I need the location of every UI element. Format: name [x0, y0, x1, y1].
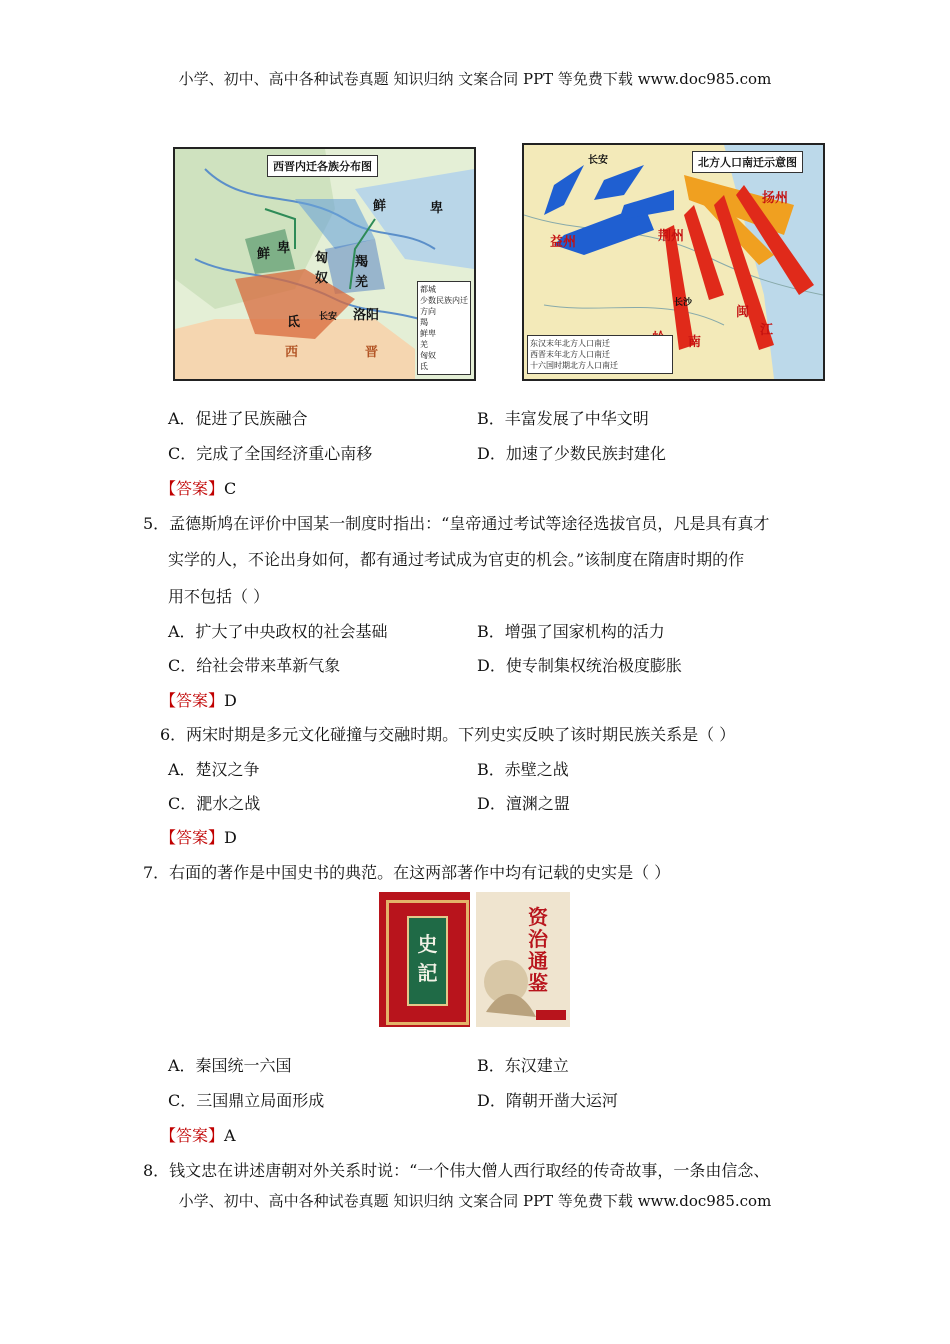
q4-option-d: D．加速了少数民族封建化: [477, 444, 666, 463]
map2-label-yizhou: 益州: [550, 235, 577, 250]
legend-item: 西晋末年北方人口南迁: [530, 350, 610, 359]
q5-stem-line3: 用不包括（ ）: [168, 587, 270, 606]
map1-label-qiang: 羌: [355, 275, 369, 290]
map2-label-jiang: 江: [760, 323, 774, 338]
page-footer: 小学、初中、高中各种试卷真题 知识归纳 文案合同 PPT 等免费下载 www.doc985.com: [178, 1192, 772, 1210]
map2-label-changan: 长安: [588, 155, 608, 166]
q4-answer: [160, 476, 236, 499]
map2-label-min: 闽: [736, 305, 750, 320]
book2-title: 资治通鉴: [528, 905, 548, 995]
q7-answer: [160, 1123, 236, 1146]
q7-stem-line1: 7．右面的著作是中国史书的典范。在这两部著作中均有记载的史实是（ ）: [143, 863, 671, 882]
q5-option-b: B．增强了国家机构的活力: [477, 622, 665, 641]
legend-item: 羌: [420, 340, 428, 349]
map1-label-xiong: 匈: [315, 251, 329, 266]
q6-option-c: C．淝水之战: [168, 794, 261, 813]
q5-option-d: D．使专制集权统治极度膨胀: [477, 656, 682, 675]
q4-option-b: B．丰富发展了中华文明: [477, 409, 649, 428]
answer-tag: 【答案】: [160, 691, 225, 710]
zizhi-tongjian-book-cover: [476, 892, 570, 1027]
q7-option-d: D．隋朝开凿大运河: [477, 1091, 618, 1110]
q7-option-b: B．东汉建立: [477, 1056, 569, 1075]
map2-title: 北方人口南迁示意图: [692, 151, 803, 173]
legend-item: 少数民族内迁方向: [420, 296, 468, 316]
legend-item: 东汉末年北方人口南迁: [530, 339, 610, 348]
legend-item: 都城: [420, 285, 436, 294]
answer-value: A: [224, 1126, 236, 1145]
answer-tag: 【答案】: [160, 479, 225, 498]
shiji-book-cover: [379, 892, 470, 1027]
q5-option-a: A．扩大了中央政权的社会基础: [168, 622, 388, 641]
map1-label-di: 氐: [287, 315, 301, 330]
q6-answer: [160, 825, 237, 848]
map1-label-xian2: 鲜: [257, 247, 271, 262]
map2-legend: [527, 335, 673, 374]
legend-item: 匈奴: [420, 351, 436, 360]
q7-option-a: A．秦国统一六国: [168, 1056, 292, 1075]
answer-tag: 【答案】: [160, 1126, 225, 1145]
map2-label-nan: 南: [688, 335, 702, 350]
map2-label-yangzhou: 扬州: [762, 191, 789, 206]
answer-value: D: [224, 691, 237, 710]
map1-label-xi: 西: [285, 345, 299, 360]
q4-option-a: A．促进了民族融合: [168, 409, 308, 428]
legend-item: 羯: [420, 318, 428, 327]
map1-label-bei2: 卑: [277, 241, 291, 256]
map1-label-bei1: 卑: [430, 201, 444, 216]
map1-label-jin: 晋: [365, 345, 379, 360]
book1-title: 史記: [417, 932, 438, 985]
q5-option-c: C．给社会带来革新气象: [168, 656, 341, 675]
q6-stem-line1: 6．两宋时期是多元文化碰撞与交融时期。下列史实反映了该时期民族关系是（ ）: [160, 725, 736, 744]
answer-tag: 【答案】: [160, 828, 225, 847]
q8-stem-line1: 8．钱文忠在讲述唐朝对外关系时说：“一个伟大僧人西行取经的传奇故事，一条由信念、: [143, 1161, 770, 1180]
q6-option-d: D．澶渊之盟: [477, 794, 570, 813]
legend-item: 氐: [420, 362, 428, 371]
northern-population-migration-map: [522, 143, 825, 381]
q7-option-c: C．三国鼎立局面形成: [168, 1091, 325, 1110]
q4-option-c: C．完成了全国经济重心南移: [168, 444, 373, 463]
answer-value: C: [224, 479, 237, 498]
legend-item: 鲜卑: [420, 329, 436, 338]
answer-value: D: [224, 828, 237, 847]
map1-label-jie: 羯: [355, 255, 369, 270]
map2-label-jingzhou: 荆州: [658, 229, 685, 244]
page-header: 小学、初中、高中各种试卷真题 知识归纳 文案合同 PPT 等免费下载 www.doc985.com: [178, 70, 772, 88]
book-title-panel: [407, 916, 448, 1006]
legend-item: 十六国时期北方人口南迁: [530, 361, 618, 370]
q5-stem-line2: 实学的人，不论出身如何，都有通过考试成为官吏的机会。”该制度在隋唐时期的作: [168, 550, 745, 569]
map1-legend: [417, 281, 471, 375]
q6-option-a: A．楚汉之争: [168, 760, 260, 779]
q5-stem-line1: 5．孟德斯鸠在评价中国某一制度时指出：“皇帝通过考试等途径选拔官员，凡是具有真才: [143, 514, 770, 533]
map2-label-changsha: 长沙: [674, 298, 693, 308]
western-jin-migration-map: [173, 147, 476, 381]
map1-label-luoyang: 洛阳: [353, 308, 380, 323]
map1-title: 西晋内迁各族分布图: [267, 155, 378, 177]
q6-option-b: B．赤壁之战: [477, 760, 569, 779]
map1-label-xian1: 鲜: [373, 199, 387, 214]
map1-label-nu: 奴: [315, 271, 329, 286]
q5-answer: [160, 688, 237, 711]
map1-label-changan: 长安: [319, 312, 338, 322]
